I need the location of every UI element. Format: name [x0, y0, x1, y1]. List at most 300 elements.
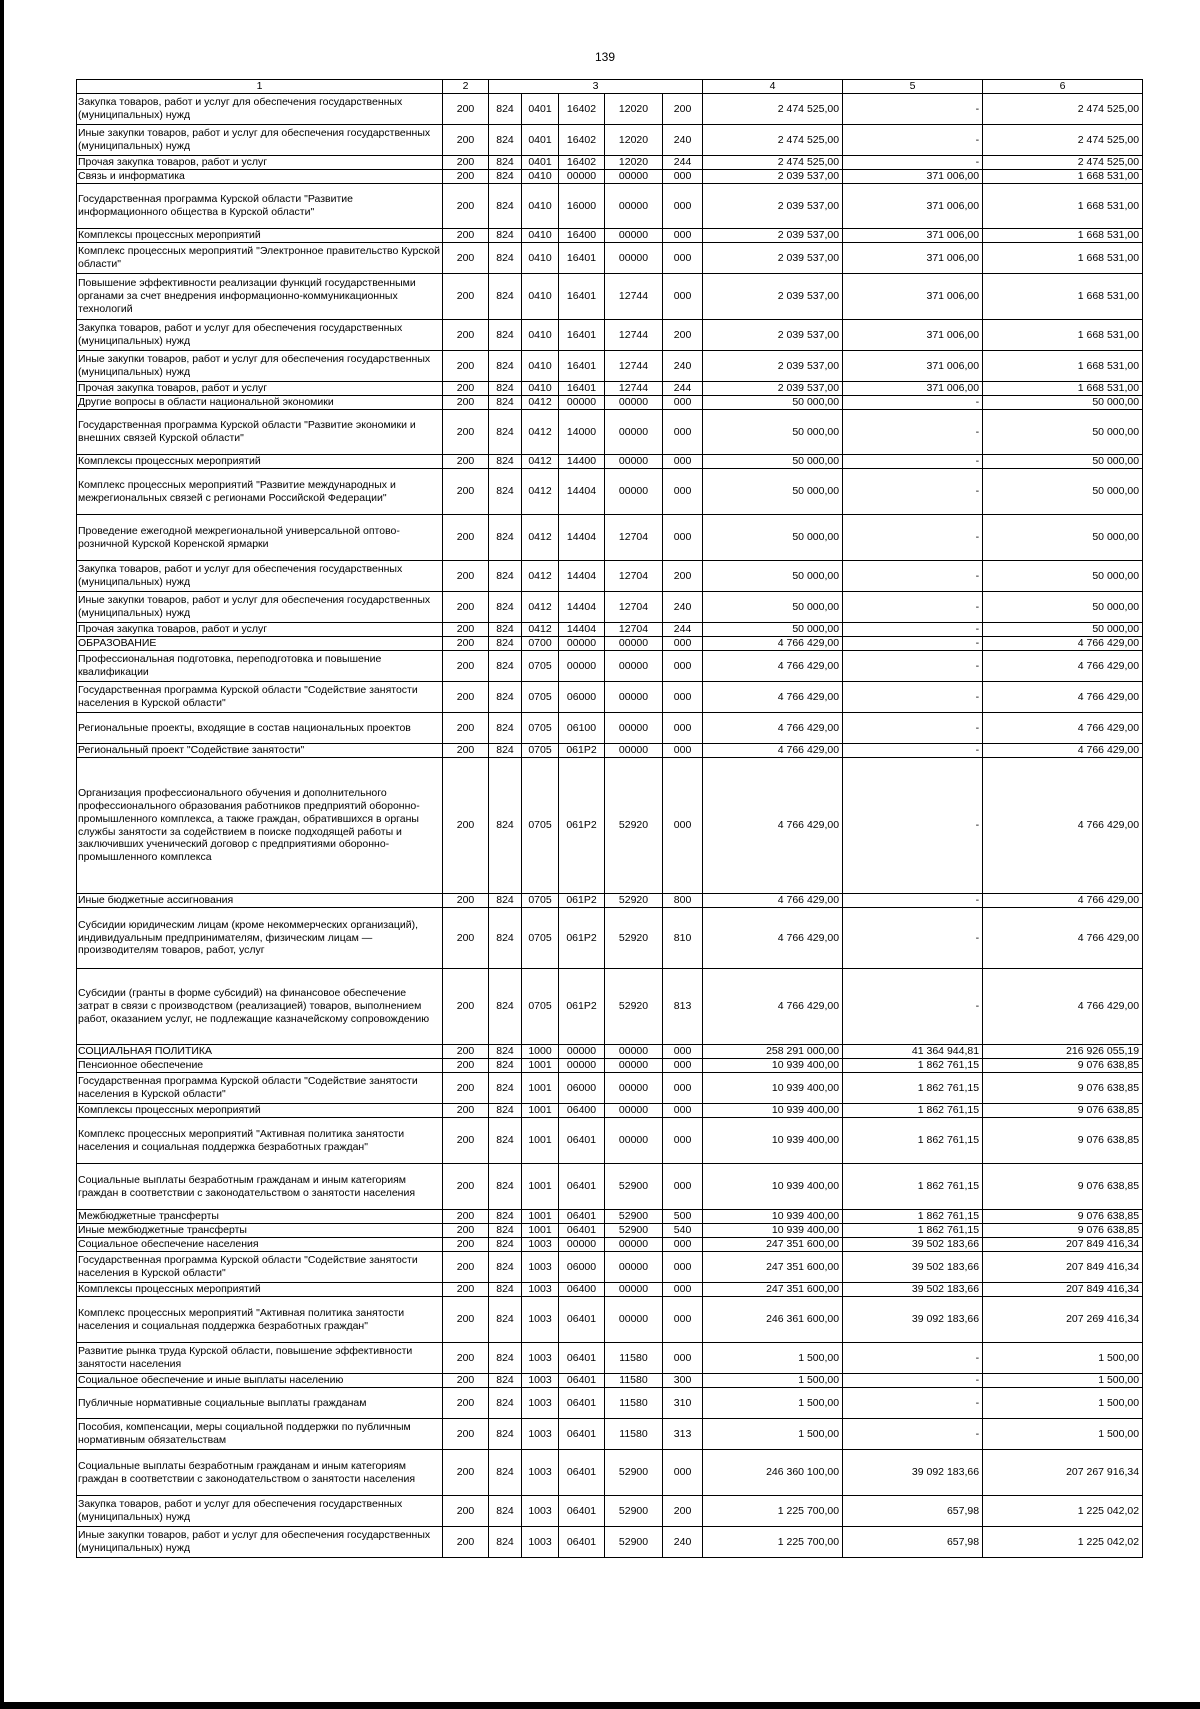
row-vr: 000 [663, 1059, 703, 1073]
row-chapter: 200 [443, 758, 489, 894]
row-name: Комплекс процессных мероприятий "Активная политика занятости населения и социальная поддержка безработных граждан" [77, 1118, 443, 1164]
row-remaining: 207 849 416,34 [983, 1238, 1143, 1252]
row-name: Государственная программа Курской области "Содействие занятости населения в Курской области" [77, 682, 443, 713]
row-chapter: 200 [443, 410, 489, 455]
row-name: Социальные выплаты безработным гражданам и иным категориям граждан в соответствии с законодательством о занятости населения [77, 1450, 443, 1496]
row-ministry: 824 [489, 125, 522, 156]
row-chapter: 200 [443, 170, 489, 184]
row-direction: 52900 [605, 1164, 663, 1210]
row-direction: 11580 [605, 1374, 663, 1388]
row-remaining: 9 076 638,85 [983, 1164, 1143, 1210]
row-direction: 11580 [605, 1419, 663, 1450]
row-chapter: 200 [443, 651, 489, 682]
row-program: 16400 [559, 229, 605, 243]
table-body [77, 94, 1143, 1558]
row-total: 247 351 600,00 [703, 1252, 843, 1283]
row-remaining: 2 474 525,00 [983, 156, 1143, 170]
row-chapter: 200 [443, 1450, 489, 1496]
row-name: Закупка товаров, работ и услуг для обеспечения государственных (муниципальных) нужд [77, 320, 443, 351]
row-total: 246 361 600,00 [703, 1297, 843, 1343]
row-name: Государственная программа Курской области "Развитие экономики и внешних связей Курской области" [77, 410, 443, 455]
row-direction: 00000 [605, 455, 663, 469]
row-program: 14404 [559, 515, 605, 561]
row-direction: 00000 [605, 1059, 663, 1073]
row-ministry: 824 [489, 184, 522, 229]
row-name: Социальное обеспечение и иные выплаты населению [77, 1374, 443, 1388]
row-execution: - [843, 758, 983, 894]
row-ministry: 824 [489, 1527, 522, 1558]
row-execution: 371 006,00 [843, 229, 983, 243]
row-program: 00000 [559, 1045, 605, 1059]
row-total: 1 500,00 [703, 1374, 843, 1388]
row-name: Социальное обеспечение населения [77, 1238, 443, 1252]
row-remaining: 1 500,00 [983, 1419, 1143, 1450]
row-remaining: 50 000,00 [983, 396, 1143, 410]
row-ministry: 824 [489, 1045, 522, 1059]
row-execution: - [843, 1343, 983, 1374]
table-row [77, 184, 1143, 229]
row-chapter: 200 [443, 894, 489, 908]
row-section: 0412 [522, 396, 559, 410]
row-program: 061P2 [559, 758, 605, 894]
row-remaining: 4 766 429,00 [983, 744, 1143, 758]
row-ministry: 824 [489, 274, 522, 320]
row-chapter: 200 [443, 382, 489, 396]
row-total: 50 000,00 [703, 592, 843, 623]
row-name: Комплексы процессных мероприятий [77, 229, 443, 243]
row-vr: 310 [663, 1388, 703, 1419]
row-execution: 371 006,00 [843, 243, 983, 274]
row-total: 50 000,00 [703, 396, 843, 410]
row-direction: 00000 [605, 1238, 663, 1252]
row-ministry: 824 [489, 320, 522, 351]
row-vr: 000 [663, 637, 703, 651]
row-direction: 12744 [605, 274, 663, 320]
table-row [77, 396, 1143, 410]
row-remaining: 1 500,00 [983, 1374, 1143, 1388]
row-total: 2 039 537,00 [703, 170, 843, 184]
row-remaining: 4 766 429,00 [983, 637, 1143, 651]
row-name: Иные закупки товаров, работ и услуг для обеспечения государственных (муниципальных) нужд [77, 351, 443, 382]
row-section: 0700 [522, 637, 559, 651]
row-program: 06401 [559, 1343, 605, 1374]
row-remaining: 2 474 525,00 [983, 125, 1143, 156]
row-chapter: 200 [443, 1419, 489, 1450]
row-execution: - [843, 592, 983, 623]
row-section: 0412 [522, 410, 559, 455]
row-total: 4 766 429,00 [703, 651, 843, 682]
row-total: 2 039 537,00 [703, 229, 843, 243]
row-section: 0412 [522, 592, 559, 623]
row-execution: - [843, 623, 983, 637]
row-name: ОБРАЗОВАНИЕ [77, 637, 443, 651]
row-vr: 300 [663, 1374, 703, 1388]
row-execution: 371 006,00 [843, 274, 983, 320]
row-name: Комплексы процессных мероприятий [77, 1283, 443, 1297]
row-direction: 00000 [605, 1118, 663, 1164]
row-total: 10 939 400,00 [703, 1164, 843, 1210]
row-program: 16401 [559, 320, 605, 351]
row-name: Организация профессионального обучения и дополнительного профессионального образования работников предприятий оборонно-промышленного комплекса, а также граждан, обратившихся в органы службы занятости за содействием в поиске подходящей работы и заключивших ученический договор с предприятиями оборонно-промышленного комплекса [77, 758, 443, 894]
table-row [77, 1045, 1143, 1059]
row-direction: 52920 [605, 908, 663, 969]
row-execution: - [843, 908, 983, 969]
row-ministry: 824 [489, 651, 522, 682]
row-execution: 371 006,00 [843, 351, 983, 382]
row-name: Государственная программа Курской области "Развитие информационного общества в Курской области" [77, 184, 443, 229]
row-total: 1 225 700,00 [703, 1527, 843, 1558]
row-program: 06401 [559, 1388, 605, 1419]
row-vr: 800 [663, 894, 703, 908]
table-row [77, 455, 1143, 469]
row-execution: - [843, 1419, 983, 1450]
row-direction: 00000 [605, 243, 663, 274]
row-direction: 52900 [605, 1224, 663, 1238]
row-total: 2 039 537,00 [703, 382, 843, 396]
row-ministry: 824 [489, 1388, 522, 1419]
table-row [77, 320, 1143, 351]
row-program: 14404 [559, 623, 605, 637]
row-execution: - [843, 1374, 983, 1388]
row-ministry: 824 [489, 1343, 522, 1374]
row-remaining: 1 668 531,00 [983, 170, 1143, 184]
row-chapter: 200 [443, 908, 489, 969]
row-chapter: 200 [443, 1073, 489, 1104]
row-remaining: 50 000,00 [983, 410, 1143, 455]
table-row [77, 894, 1143, 908]
row-direction: 52900 [605, 1496, 663, 1527]
row-ministry: 824 [489, 1252, 522, 1283]
row-execution: - [843, 713, 983, 744]
row-remaining: 207 267 916,34 [983, 1450, 1143, 1496]
row-remaining: 1 668 531,00 [983, 382, 1143, 396]
row-name: Иные межбюджетные трансферты [77, 1224, 443, 1238]
row-chapter: 200 [443, 682, 489, 713]
row-ministry: 824 [489, 410, 522, 455]
row-remaining: 4 766 429,00 [983, 758, 1143, 894]
header-col-5: 5 [843, 80, 983, 94]
table-row [77, 1118, 1143, 1164]
row-ministry: 824 [489, 1238, 522, 1252]
row-execution: 657,98 [843, 1527, 983, 1558]
row-ministry: 824 [489, 1496, 522, 1527]
row-chapter: 200 [443, 125, 489, 156]
row-remaining: 4 766 429,00 [983, 969, 1143, 1045]
row-section: 0410 [522, 184, 559, 229]
row-ministry: 824 [489, 1450, 522, 1496]
row-vr: 000 [663, 243, 703, 274]
row-vr: 000 [663, 184, 703, 229]
row-program: 06401 [559, 1118, 605, 1164]
row-section: 0705 [522, 651, 559, 682]
row-execution: 39 092 183,66 [843, 1297, 983, 1343]
table-row [77, 1210, 1143, 1224]
row-ministry: 824 [489, 1073, 522, 1104]
row-program: 16000 [559, 184, 605, 229]
row-total: 2 039 537,00 [703, 184, 843, 229]
row-direction: 00000 [605, 651, 663, 682]
row-execution: - [843, 455, 983, 469]
row-program: 06000 [559, 682, 605, 713]
row-section: 1001 [522, 1118, 559, 1164]
row-vr: 000 [663, 713, 703, 744]
row-section: 1003 [522, 1388, 559, 1419]
row-direction: 00000 [605, 410, 663, 455]
row-section: 0705 [522, 758, 559, 894]
row-program: 00000 [559, 1059, 605, 1073]
row-ministry: 824 [489, 469, 522, 515]
table-row [77, 170, 1143, 184]
row-chapter: 200 [443, 1374, 489, 1388]
table-row [77, 651, 1143, 682]
table-row [77, 351, 1143, 382]
row-section: 0401 [522, 156, 559, 170]
row-program: 06000 [559, 1073, 605, 1104]
row-section: 1003 [522, 1238, 559, 1252]
row-program: 00000 [559, 170, 605, 184]
row-direction: 00000 [605, 713, 663, 744]
row-ministry: 824 [489, 455, 522, 469]
row-direction: 00000 [605, 469, 663, 515]
row-direction: 52900 [605, 1210, 663, 1224]
row-chapter: 200 [443, 969, 489, 1045]
row-direction: 52900 [605, 1527, 663, 1558]
row-vr: 540 [663, 1224, 703, 1238]
table-row [77, 1297, 1143, 1343]
row-chapter: 200 [443, 1118, 489, 1164]
row-execution: 39 502 183,66 [843, 1252, 983, 1283]
row-name: Иные бюджетные ассигнования [77, 894, 443, 908]
row-execution: 371 006,00 [843, 382, 983, 396]
row-vr: 240 [663, 351, 703, 382]
row-program: 06401 [559, 1210, 605, 1224]
row-vr: 240 [663, 125, 703, 156]
row-vr: 200 [663, 1496, 703, 1527]
row-name: Комплексы процессных мероприятий [77, 455, 443, 469]
row-section: 1003 [522, 1374, 559, 1388]
row-total: 4 766 429,00 [703, 894, 843, 908]
row-program: 14000 [559, 410, 605, 455]
table-row [77, 1059, 1143, 1073]
row-execution: - [843, 410, 983, 455]
row-ministry: 824 [489, 758, 522, 894]
row-total: 50 000,00 [703, 455, 843, 469]
row-total: 4 766 429,00 [703, 713, 843, 744]
row-vr: 200 [663, 94, 703, 125]
row-program: 16402 [559, 125, 605, 156]
table-row [77, 1388, 1143, 1419]
header-col-3: 3 [489, 80, 703, 94]
row-program: 14404 [559, 469, 605, 515]
row-ministry: 824 [489, 592, 522, 623]
header-col-2: 2 [443, 80, 489, 94]
table-row [77, 561, 1143, 592]
row-ministry: 824 [489, 1419, 522, 1450]
row-program: 16401 [559, 351, 605, 382]
page-number: 139 [594, 50, 616, 64]
row-remaining: 1 668 531,00 [983, 351, 1143, 382]
table-row [77, 515, 1143, 561]
row-ministry: 824 [489, 1118, 522, 1164]
row-total: 1 225 700,00 [703, 1496, 843, 1527]
row-chapter: 200 [443, 592, 489, 623]
table-row [77, 908, 1143, 969]
row-ministry: 824 [489, 908, 522, 969]
row-ministry: 824 [489, 713, 522, 744]
row-vr: 000 [663, 1450, 703, 1496]
header-col-1: 1 [77, 80, 443, 94]
row-execution: 371 006,00 [843, 170, 983, 184]
row-chapter: 200 [443, 1496, 489, 1527]
row-execution: 1 862 761,15 [843, 1118, 983, 1164]
row-ministry: 824 [489, 1059, 522, 1073]
row-ministry: 824 [489, 1164, 522, 1210]
table-row [77, 410, 1143, 455]
row-total: 10 939 400,00 [703, 1210, 843, 1224]
row-remaining: 50 000,00 [983, 455, 1143, 469]
row-vr: 244 [663, 156, 703, 170]
table-row [77, 758, 1143, 894]
row-section: 0705 [522, 713, 559, 744]
row-chapter: 200 [443, 94, 489, 125]
row-direction: 00000 [605, 396, 663, 410]
row-program: 06401 [559, 1164, 605, 1210]
table-row [77, 592, 1143, 623]
row-direction: 00000 [605, 1283, 663, 1297]
row-execution: - [843, 561, 983, 592]
row-section: 1001 [522, 1104, 559, 1118]
row-name: Комплексы процессных мероприятий [77, 1104, 443, 1118]
row-execution: 1 862 761,15 [843, 1073, 983, 1104]
row-vr: 244 [663, 382, 703, 396]
table-row [77, 156, 1143, 170]
row-execution: 1 862 761,15 [843, 1104, 983, 1118]
row-ministry: 824 [489, 1224, 522, 1238]
row-name: Публичные нормативные социальные выплаты гражданам [77, 1388, 443, 1419]
row-program: 061P2 [559, 908, 605, 969]
row-total: 2 474 525,00 [703, 156, 843, 170]
row-direction: 12704 [605, 561, 663, 592]
row-program: 14404 [559, 592, 605, 623]
row-vr: 000 [663, 1252, 703, 1283]
row-execution: - [843, 651, 983, 682]
row-execution: - [843, 682, 983, 713]
row-chapter: 200 [443, 1238, 489, 1252]
row-direction: 00000 [605, 229, 663, 243]
row-direction: 00000 [605, 1073, 663, 1104]
row-section: 0410 [522, 170, 559, 184]
row-total: 2 039 537,00 [703, 243, 843, 274]
row-remaining: 4 766 429,00 [983, 713, 1143, 744]
row-section: 0705 [522, 744, 559, 758]
row-ministry: 824 [489, 1283, 522, 1297]
row-ministry: 824 [489, 682, 522, 713]
row-execution: - [843, 637, 983, 651]
row-direction: 12020 [605, 94, 663, 125]
header-col-4: 4 [703, 80, 843, 94]
row-ministry: 824 [489, 637, 522, 651]
row-name: Государственная программа Курской области "Содействие занятости населения в Курской области" [77, 1073, 443, 1104]
row-name: Закупка товаров, работ и услуг для обеспечения государственных (муниципальных) нужд [77, 94, 443, 125]
row-section: 1003 [522, 1283, 559, 1297]
row-ministry: 824 [489, 351, 522, 382]
row-vr: 000 [663, 1343, 703, 1374]
row-program: 06401 [559, 1297, 605, 1343]
row-program: 06401 [559, 1450, 605, 1496]
row-ministry: 824 [489, 156, 522, 170]
row-direction: 12744 [605, 351, 663, 382]
row-vr: 240 [663, 1527, 703, 1558]
row-total: 50 000,00 [703, 623, 843, 637]
row-name: Комплекс процессных мероприятий "Электронное правительство Курской области" [77, 243, 443, 274]
row-name: Прочая закупка товаров, работ и услуг [77, 156, 443, 170]
row-remaining: 4 766 429,00 [983, 682, 1143, 713]
row-name: Иные закупки товаров, работ и услуг для обеспечения государственных (муниципальных) нужд [77, 592, 443, 623]
row-execution: - [843, 515, 983, 561]
row-remaining: 1 668 531,00 [983, 274, 1143, 320]
row-direction: 11580 [605, 1343, 663, 1374]
row-section: 1003 [522, 1297, 559, 1343]
row-chapter: 200 [443, 515, 489, 561]
row-program: 06401 [559, 1419, 605, 1450]
table-row [77, 969, 1143, 1045]
table-row [77, 94, 1143, 125]
row-name: Иные закупки товаров, работ и услуг для обеспечения государственных (муниципальных) нужд [77, 125, 443, 156]
row-program: 16402 [559, 94, 605, 125]
row-chapter: 200 [443, 1297, 489, 1343]
header-col-6: 6 [983, 80, 1143, 94]
row-remaining: 1 668 531,00 [983, 229, 1143, 243]
row-name: Комплекс процессных мероприятий "Активная политика занятости населения и социальная поддержка безработных граждан" [77, 1297, 443, 1343]
row-vr: 244 [663, 623, 703, 637]
row-name: Другие вопросы в области национальной экономики [77, 396, 443, 410]
budget-table [76, 79, 1143, 1558]
row-total: 10 939 400,00 [703, 1059, 843, 1073]
table-row [77, 713, 1143, 744]
row-remaining: 1 225 042,02 [983, 1496, 1143, 1527]
row-chapter: 200 [443, 1252, 489, 1283]
row-section: 1001 [522, 1164, 559, 1210]
table-row [77, 1343, 1143, 1374]
row-section: 1003 [522, 1343, 559, 1374]
row-chapter: 200 [443, 1388, 489, 1419]
row-remaining: 1 668 531,00 [983, 243, 1143, 274]
row-remaining: 2 474 525,00 [983, 94, 1143, 125]
row-section: 0401 [522, 125, 559, 156]
row-chapter: 200 [443, 184, 489, 229]
row-name: Развитие рынка труда Курской области, повышение эффективности занятости населения [77, 1343, 443, 1374]
row-program: 061P2 [559, 894, 605, 908]
row-total: 4 766 429,00 [703, 637, 843, 651]
row-execution: - [843, 894, 983, 908]
row-section: 1003 [522, 1252, 559, 1283]
row-name: Закупка товаров, работ и услуг для обеспечения государственных (муниципальных) нужд [77, 1496, 443, 1527]
row-direction: 52920 [605, 758, 663, 894]
row-name: Связь и информатика [77, 170, 443, 184]
row-ministry: 824 [489, 623, 522, 637]
row-program: 00000 [559, 651, 605, 682]
row-vr: 000 [663, 1283, 703, 1297]
row-section: 0410 [522, 382, 559, 396]
row-remaining: 4 766 429,00 [983, 908, 1143, 969]
row-ministry: 824 [489, 515, 522, 561]
row-chapter: 200 [443, 1283, 489, 1297]
row-program: 16401 [559, 243, 605, 274]
row-vr: 000 [663, 744, 703, 758]
row-name: Социальные выплаты безработным гражданам и иным категориям граждан в соответствии с законодательством о занятости населения [77, 1164, 443, 1210]
row-direction: 00000 [605, 1104, 663, 1118]
row-total: 50 000,00 [703, 469, 843, 515]
